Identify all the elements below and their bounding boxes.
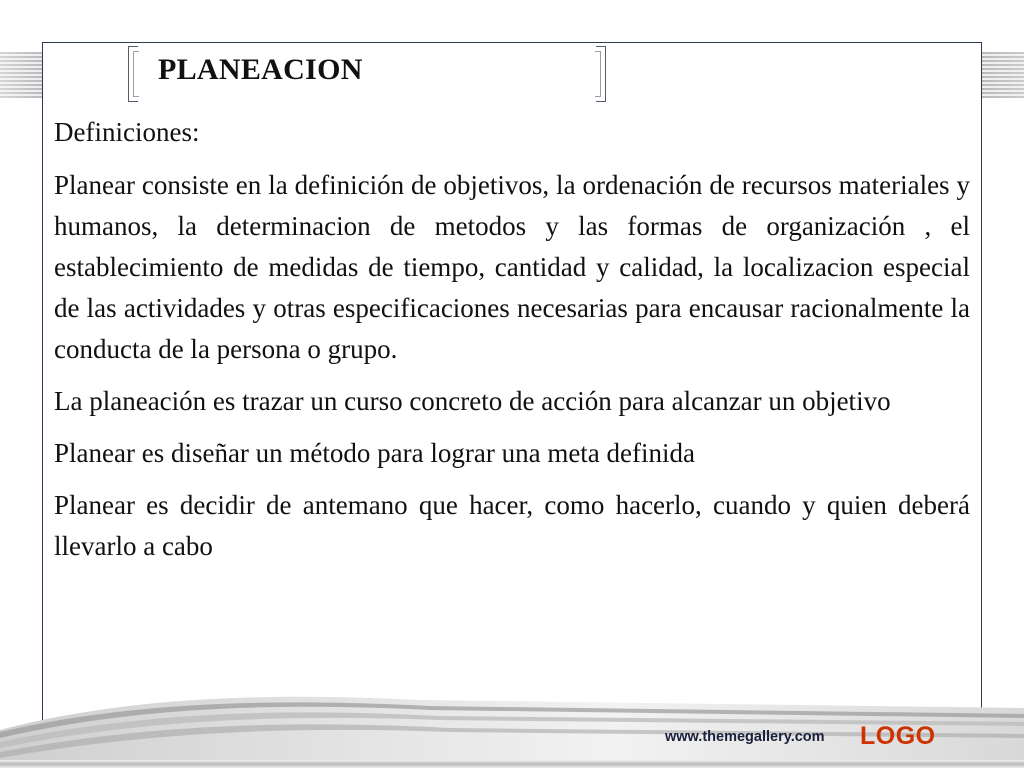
right-bracket-decoration — [596, 46, 606, 102]
left-bracket-decoration — [128, 46, 138, 102]
slide-title: PLANEACION — [158, 53, 363, 86]
slide-body — [54, 112, 970, 578]
footer-url[interactable]: www.themegallery.com — [665, 729, 825, 745]
definitions-heading: Definiciones: — [54, 117, 200, 147]
definition-paragraph: Planear es diseñar un método para lograr una meta definida — [54, 438, 695, 468]
definition-paragraph: Planear es decidir de antemano que hacer, como hacerlo, cuando y quien deberá llevarlo a cabo — [54, 490, 970, 561]
footer-logo: LOGO — [860, 722, 936, 750]
definition-paragraph: La planeación es trazar un curso concreto de acción para alcanzar un objetivo — [54, 386, 891, 416]
definition-paragraph: Planear consiste en la definición de objetivos, la ordenación de recursos materiales y humanos, la determinacion de metodos y las formas de organización , el establecimiento de medidas de tiempo, cantidad y calidad, la localizacion especial de las actividades y otras especificaciones necesarias para encausar racionalmente la conducta de la persona o grupo. — [54, 170, 970, 364]
title-bracket-box — [128, 46, 606, 104]
